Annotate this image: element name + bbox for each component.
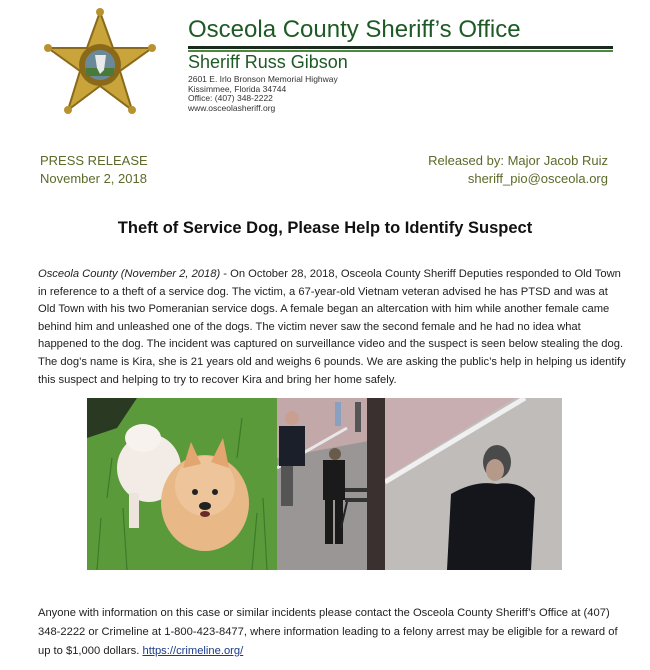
press-release-label: PRESS RELEASE	[40, 153, 148, 168]
website: www.osceolasheriff.org	[188, 103, 276, 114]
release-info	[40, 152, 148, 188]
headline: Theft of Service Dog, Please Help to Identify Suspect	[117, 219, 533, 237]
address-block	[188, 75, 338, 114]
body-paragraph	[38, 266, 628, 389]
release-contact	[428, 152, 608, 188]
header-rule-dark	[188, 46, 613, 49]
office-phone: Office: (407) 348-2222	[188, 93, 273, 104]
surveillance-photo-2	[385, 398, 562, 570]
address-line-1: 2601 E. Irlo Bronson Memorial Highway	[188, 74, 338, 84]
body-text: - On October 28, 2018, Osceola County Sheriff Deputies responded to Old Town in reference to a theft of a service dog. The victim, a 67-year-old Vietnam veteran advised he has PTSD and was at Old Town with his two Pomeranian service dogs. A female began an altercation with him while another female came behind him and unleashed one of the dogs. The victim never saw the second female and he had no idea what happened to the dog. The incident was captured on surveillance video and the suspect is seen below stealing the dog. The dog’s name is Kira, she is 21 years old and weighs 6 pounds. We are asking the public’s help in helping us identify this suspect and helping to try to recover Kira and bring her home safely.	[38, 268, 626, 386]
crimeline-link[interactable]: https://crimeline.org/	[142, 645, 244, 657]
dateline: Osceola County (November 2, 2018)	[38, 268, 221, 280]
contact-text: Anyone with information on this case or similar incidents please contact the Osceola County Sheriff’s Office at (407) 348-2222 or Crimeline at 1-800-423-8477, where information leading to a felony arrest may be eligible for a reward of up to $1,000 dollars.	[38, 607, 618, 657]
contact-email[interactable]: sheriff_pio@osceola.org	[467, 171, 608, 186]
release-date: November 2, 2018	[40, 171, 147, 186]
surveillance-photo-1	[277, 398, 385, 570]
contact-paragraph	[38, 604, 628, 661]
address-line-2: Kissimmee, Florida 34744	[188, 83, 287, 94]
dog-photo	[87, 398, 277, 570]
sheriff-star-badge-icon	[40, 8, 160, 120]
sheriff-name: Sheriff Russ Gibson	[188, 52, 348, 72]
org-title: Osceola County Sheriff’s Office	[188, 16, 521, 43]
photo-strip	[87, 398, 562, 570]
released-by: Released by: Major Jacob Ruiz	[428, 153, 608, 168]
